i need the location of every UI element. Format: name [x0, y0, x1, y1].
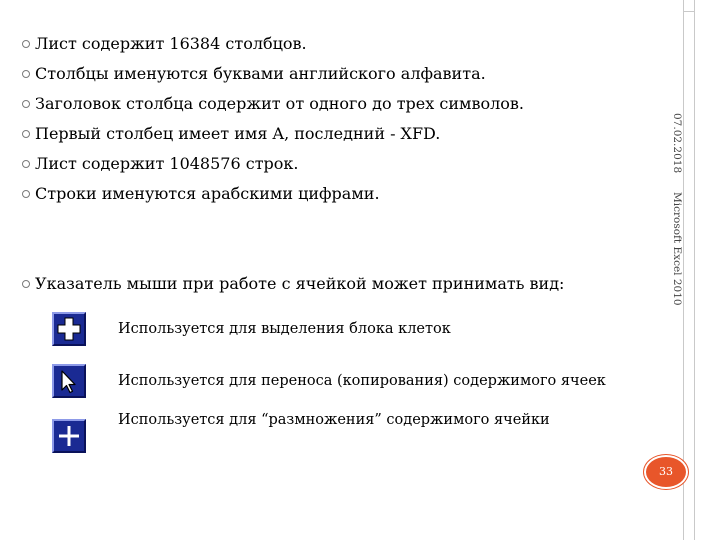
bullet-line: Строки именуются арабскими цифрами.: [35, 184, 380, 203]
slide-footer-app: Microsoft Excel 2010: [671, 192, 683, 306]
border-rail-right: [694, 0, 695, 540]
cursor-label: Используется для переноса (копирования) содержимого ячеек: [118, 373, 606, 389]
bullet-line: Лист содержит 16384 столбцов.: [35, 34, 307, 53]
bullet-line: Первый столбец имеет имя A, последний - XFD.: [35, 124, 441, 143]
slide-date: 07.02.2018: [671, 113, 683, 174]
border-rail-cap: [683, 0, 695, 12]
bullet-line: Лист содержит 1048576 строк.: [35, 154, 299, 173]
thin-cross-cursor-icon: [52, 419, 86, 453]
bullet-line: Столбцы именуются буквами английского алфавита.: [35, 64, 486, 83]
arrow-cursor-icon: [52, 364, 86, 398]
cursor-label: Используется для выделения блока клеток: [118, 321, 451, 337]
page-number-badge: 33: [644, 455, 688, 489]
cursor-heading: Указатель мыши при работе с ячейкой может принимать вид:: [35, 274, 565, 293]
cursor-label: Используется для “размножения” содержимого ячейки: [118, 412, 550, 428]
thick-cross-cursor-icon: [52, 312, 86, 346]
bullet-line: Заголовок столбца содержит от одного до трех символов.: [35, 94, 524, 113]
